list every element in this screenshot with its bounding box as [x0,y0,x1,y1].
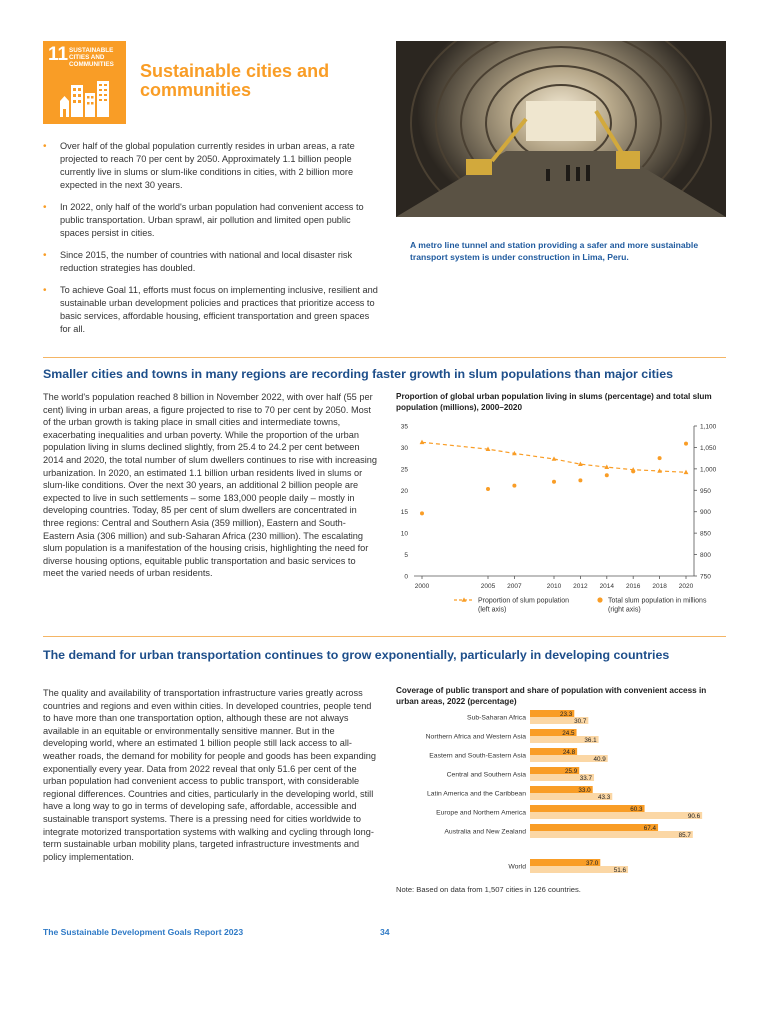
x-axis-tick-label: 2007 [507,583,522,590]
bar-convenient-access [530,831,693,838]
key-point: • To achieve Goal 11, efforts must focus on implementing inclusive, resilient and sustainable urban development policies and practices that prioritize access to basic services, affordable housing, efficient transportation and green spaces for all. [43,284,378,336]
x-axis-tick-label: 2016 [625,583,641,590]
bar-public-transport [530,805,645,812]
left-axis-tick-label: 35 [400,423,408,431]
left-axis-tick-label: 25 [400,466,408,474]
right-axis-tick-label: 1,000 [700,466,717,474]
data-label-convenient-access: 85.7 [678,832,691,840]
chart-note: Note: Based on data from 1,507 cities in 126 countries. [396,885,581,894]
data-label-convenient-access: 30.7 [574,718,587,726]
left-axis-tick-label: 10 [400,530,408,538]
data-label-convenient-access: 90.6 [687,813,701,821]
legend-label-total-axis: (right axis) [608,606,641,614]
city-buildings-icon [60,79,110,117]
category-label: Europe and Northern America [436,809,526,817]
data-point-slum-proportion [684,470,689,474]
section-body: The quality and availability of transportation infrastructure varies greatly across countries and regions and even within cities. In developed countries, people tend to have more than one transportation option, although these are not always available in an equitable or environmentally sensitive manner. But in the developing world, where an estimated 1 billion people still lack access to all-weather roads, the demand for mobility for people and goods has been expanding exponentially every year. Data from 2022 reveal that only 51.6 per cent of the urban population had convenient access to public transport, with considerable regional differences. Countries and cities, particularly in the developing world, still have a long way to go in terms of developing safe, affordable, accessible and sustainable transport systems. There is a pressing need for cities worldwide to integrate motorized transportation systems with walking and cycling through long-term sustainable urban mobility plans, targeted infrastructure investments and policy implementation. [43,688,377,862]
left-axis-tick-label: 15 [400,509,408,517]
legend-label-proportion-axis: (left axis) [478,606,507,614]
data-label-public-transport: 37.0 [586,859,599,867]
key-point: • Over half of the global population currently resides in urban areas, a rate projected to reach 70 per cent by 2050. Approximately 1.1 billion people currently live in slums or slum-like conditions in cities, with 2 billion more expected in the next 30 years. [43,140,378,192]
right-axis-tick-label: 900 [700,509,711,517]
bar-convenient-access [530,812,702,819]
transport-chart-title: Coverage of public transport and share of population with convenient access in urban areas, 2022 (percentage) [396,686,707,706]
data-label-public-transport: 33.0 [578,786,591,794]
x-axis-tick-label: 2005 [480,583,496,590]
data-point-slum-total [420,511,424,515]
photo-caption: A metro line tunnel and station providing a safer and more sustainable transport system is under construction in Lima, Peru. [410,240,699,262]
category-label: World [508,863,526,871]
page-title: Sustainable cities and communities [140,61,330,100]
goal-number: 11 [48,44,69,65]
data-label-convenient-access: 51.6 [613,867,627,875]
key-points-list [43,140,378,345]
slum-chart-title: Proportion of global urban population living in slums (percentage) and total slum population (millions), 2000–2020 [396,392,712,412]
tunnel-photo [396,41,726,217]
legend-label-total: Total slum population in millions [608,597,707,605]
data-label-public-transport: 23.3 [560,710,573,718]
category-label: Latin America and the Caribbean [427,790,526,798]
category-label: Australia and New Zealand [444,828,526,836]
slum-population-chart [390,414,735,624]
x-axis-tick-label: 2014 [599,583,615,590]
x-axis-tick-label: 2000 [414,583,430,590]
left-axis-tick-label: 20 [400,487,408,495]
data-point-slum-total [658,456,662,460]
data-label-public-transport: 60.3 [630,805,643,813]
data-label-public-transport: 24.8 [562,748,576,756]
data-point-slum-proportion [552,456,557,460]
data-point-slum-total [578,478,582,482]
left-axis-tick-label: 5 [404,552,408,560]
data-point-slum-total [512,484,516,488]
right-axis-tick-label: 850 [700,530,711,538]
right-axis-tick-label: 1,050 [700,444,717,452]
data-label-public-transport: 24.5 [562,729,575,737]
section-title: The demand for urban transportation continues to grow exponentially, particularly in developing countries [43,648,670,662]
right-axis-tick-label: 750 [700,573,711,581]
category-label: Northern Africa and Western Asia [425,733,526,741]
category-label: Sub-Saharan Africa [467,714,526,722]
section-body: The world's population reached 8 billion in November 2022, with over half (55 per cent) living in urban areas, a figure projected to rise to 70 per cent by 2050. Most of the urban growth is taking place in small cities and intermediate towns, exacerbating inequalities and urban poverty. While the proportion of the urban population living in slums declined slightly, from 25.4 to 24.2 per cent between 2014 and 2020, the total number of slum dwellers continues to rise with increasing urbanization. In 2020, an estimated 1.1 billion urban residents lived in slums or slum-like conditions. Over the next 30 years, an additional 2 billion people are expected to live in such settlements – some 183,000 people daily – mostly in developing countries. Today, 85 per cent of slum dwellers are concentrated in three regions: Central and Southern Asia (359 million), Eastern and South-Eastern Asia (306 million) and sub-Saharan Africa (230 million). The escalating slum population is a manifestation of the housing crisis, highlighting the need for diverse housing options, equitable public transportation and basic services to meet the varied needs of urban residents. [43,392,378,579]
data-label-convenient-access: 40.9 [593,756,606,764]
left-axis-tick-label: 0 [404,573,408,581]
bar-public-transport [530,824,658,831]
page-number: 34 [380,927,390,937]
data-label-convenient-access: 43.3 [598,794,611,802]
data-point-slum-total [684,442,688,446]
data-label-convenient-access: 33.7 [579,775,593,783]
x-axis-tick-label: 2018 [652,583,667,590]
legend-marker-total [597,597,602,602]
data-label-convenient-access: 36.1 [584,737,597,745]
category-label: Central and Southern Asia [446,771,526,779]
x-axis-tick-label: 2010 [546,583,562,590]
goal-11-icon [43,41,126,124]
x-axis-tick-label: 2020 [678,583,694,590]
data-label-public-transport: 67.4 [643,824,657,832]
category-label: Eastern and South-Eastern Asia [429,752,526,760]
right-axis-tick-label: 800 [700,552,711,560]
right-axis-tick-label: 950 [700,487,711,495]
left-axis-tick-label: 30 [400,444,408,452]
data-label-public-transport: 25.9 [564,767,578,775]
footer-report-title: The Sustainable Development Goals Report 2023 [43,927,244,937]
key-point: • Since 2015, the number of countries with national and local disaster risk reduction strategies has doubled. [43,249,378,275]
section-divider [43,357,726,358]
data-point-slum-total [486,487,490,491]
goal-label: SUSTAINABLE CITIES AND COMMUNITIES [69,47,114,68]
data-point-slum-total [631,469,635,473]
x-axis-tick-label: 2012 [573,583,588,590]
legend-label-proportion: Proportion of slum population [478,597,570,605]
public-transport-chart [390,706,735,878]
section-title: Smaller cities and towns in many regions are recording faster growth in slum populations than major cities [43,367,673,381]
key-point: • In 2022, only half of the world's urban population had convenient access to public transportation. Urban sprawl, air pollution and limited open public spaces persist in cities. [43,201,378,240]
data-point-slum-total [552,480,556,484]
data-point-slum-total [605,473,609,477]
section-divider [43,636,726,637]
right-axis-tick-label: 1,100 [700,423,717,431]
